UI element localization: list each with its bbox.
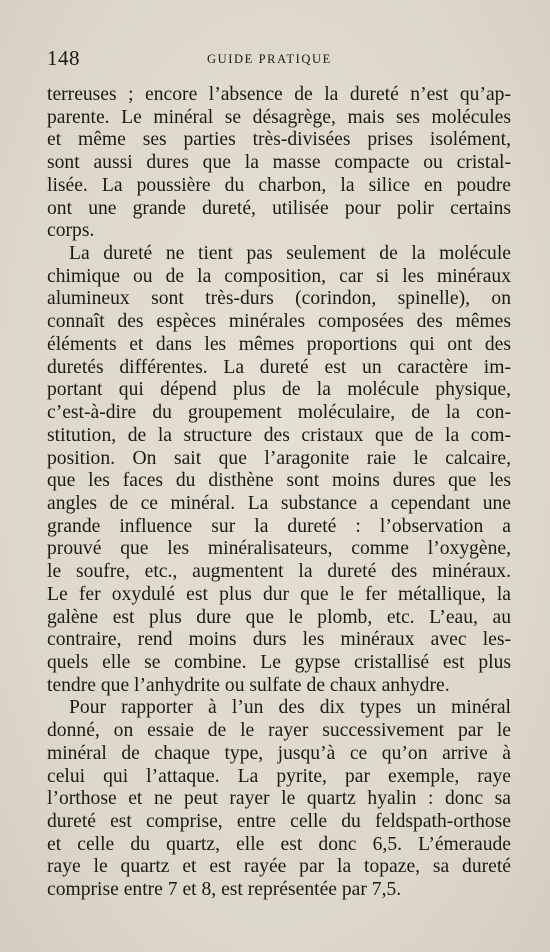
text-line: corps.	[47, 220, 95, 242]
text-line: quels elle se combine. Le gypse cristallisé est plus	[47, 651, 511, 673]
text-line: éléments et dans les mêmes proportions qui ont des	[47, 333, 511, 355]
text-line: position. On sait que l’aragonite raie le calcaire,	[47, 447, 511, 469]
text-line: et celle du quartz, elle est donc 6,5. L’émeraude	[47, 833, 511, 855]
text-line: minéral de chaque type, jusqu’à ce qu’on arrive à	[47, 742, 511, 764]
text-line: La dureté ne tient pas seulement de la molécule	[69, 243, 511, 265]
text-line: Le fer oxydulé est plus dur que le fer métallique, la	[47, 583, 511, 605]
text-line: lisée. La poussière du charbon, la silice en poudre	[47, 174, 511, 196]
text-line: connaît des espèces minérales composées des mêmes	[47, 311, 511, 333]
text-line: ont une grande dureté, utilisée pour polir certains	[47, 197, 511, 219]
text-line: parente. Le minéral se désagrège, mais ses molécules	[47, 106, 511, 128]
text-line: portant qui dépend plus de la molécule physique,	[47, 379, 511, 401]
text-line: le soufre, etc., augmentent la dureté des minéraux.	[47, 561, 511, 583]
text-line: grande influence sur la dureté : l’observation a	[47, 515, 511, 537]
paragraph	[47, 697, 511, 901]
text-line: comprise entre 7 et 8, est représentée par 7,5.	[47, 879, 402, 901]
text-line: et même ses parties très-divisées prises isolément,	[47, 129, 511, 151]
body-text	[47, 84, 511, 902]
text-line: terreuses ; encore l’absence de la dureté n’est qu’ap-	[47, 84, 511, 105]
paragraph	[47, 84, 511, 243]
text-line: contraire, rend moins durs les minéraux avec les-	[47, 629, 511, 651]
page-number: 148	[47, 46, 80, 70]
text-line: chimique ou de la composition, car si les minéraux	[47, 265, 511, 287]
text-line: l’orthose et ne peut rayer le quartz hyalin : donc sa	[47, 788, 511, 810]
text-line: dureté est comprise, entre celle du feldspath-orthose	[47, 811, 511, 832]
text-line: donné, on essaie de le rayer successivement par le	[47, 720, 511, 742]
text-line: sont aussi dures que la masse compacte ou cristal-	[47, 152, 511, 174]
text-line: que les faces du disthène sont moins dures que les	[47, 470, 511, 492]
text-line: celui qui l’attaque. La pyrite, par exemple, raye	[47, 765, 511, 787]
text-line: duretés différentes. La dureté est un caractère im-	[47, 356, 511, 378]
text-line: stitution, de la structure des cristaux que de la com-	[47, 424, 511, 446]
text-line: prouvé que les minéralisateurs, comme l’oxygène,	[47, 538, 511, 560]
page-header	[47, 44, 506, 74]
paragraph	[47, 243, 511, 697]
text-line: tendre que l’anhydrite ou sulfate de chaux anhydre.	[47, 674, 450, 696]
text-line: raye le quartz et est rayée par la topaze, sa dureté	[47, 856, 511, 878]
text-line: angles de ce minéral. La substance a cependant une	[47, 492, 511, 514]
text-line: Pour rapporter à l’un des dix types un minéral	[69, 697, 511, 719]
text-line: galène est plus dure que le plomb, etc. L’eau, au	[47, 606, 511, 628]
text-line: alumineux sont très-durs (corindon, spinelle), on	[47, 288, 511, 310]
text-line: c’est-à-dire du groupement moléculaire, de la con-	[47, 402, 511, 424]
running-head: GUIDE PRATIQUE	[207, 52, 332, 66]
